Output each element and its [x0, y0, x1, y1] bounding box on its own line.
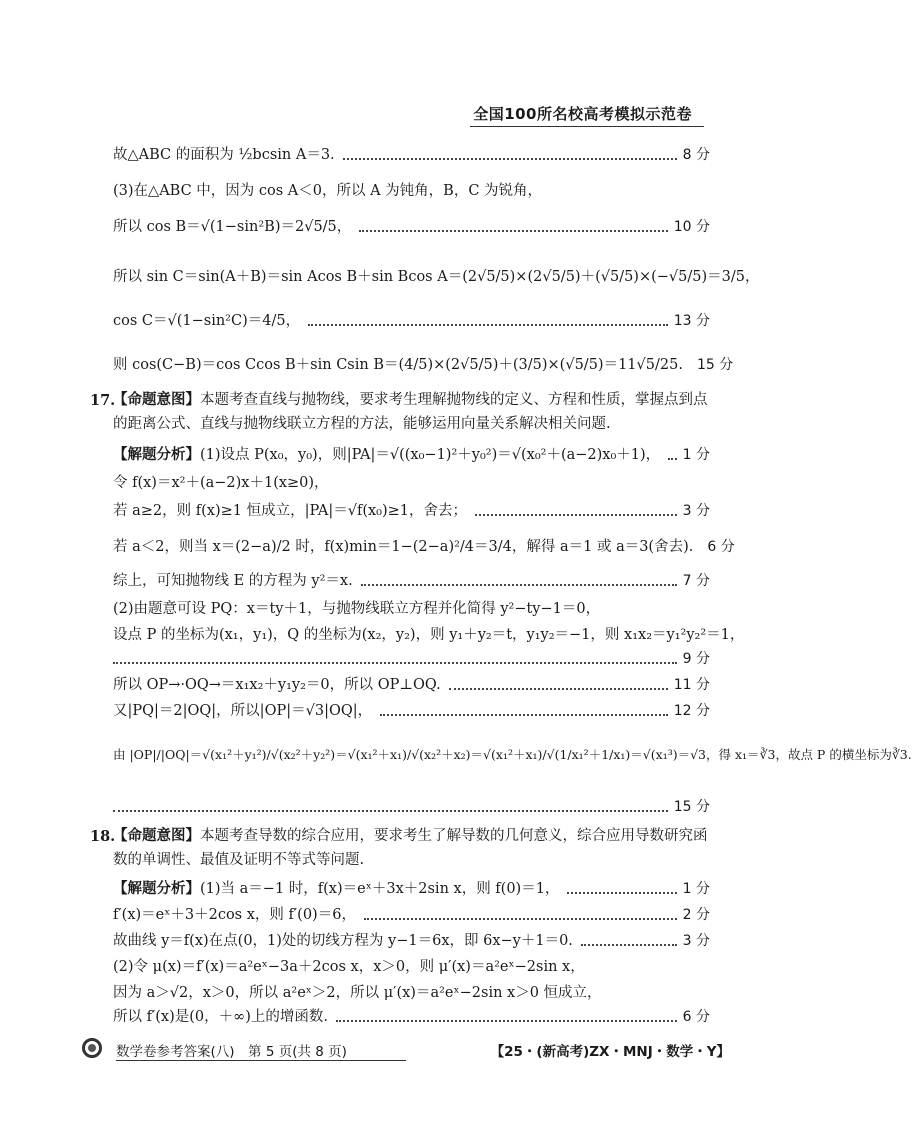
score-label: 1 分	[682, 447, 710, 463]
header-rule	[470, 126, 704, 127]
answer-line	[113, 1008, 710, 1026]
intent-text: 本题考查直线与抛物线，要求考生理解抛物线的定义、方程和性质，掌握点到点的距离公式、直线与抛物线联立方程的方法，能够运用向量关系解决相关问题.	[113, 392, 708, 432]
leader-dots	[380, 714, 668, 716]
answer-line	[113, 600, 710, 618]
line-text: 若 a＜2，则当 x＝(2−a)/2 时，f(x)min＝1−(2−a)²/4＝3/4，解得 a＝1 或 a＝3(舍去).	[113, 539, 694, 555]
line-text: (3)在△ABC 中，因为 cos A＜0，所以 A 为钝角，B，C 为锐角，	[113, 183, 543, 199]
line-text: (1)当 a＝−1 时，f(x)＝eˣ＋3x＋2sin x，则 f(0)＝1，	[200, 881, 560, 897]
answer-line	[113, 958, 710, 976]
leader-dots	[668, 458, 676, 460]
line-text: 则 cos(C−B)＝cos Ccos B＋sin Csin B＝(4/5)×(2√5/5)＋(3/5)×(√5/5)＝11√5/25.	[113, 357, 683, 373]
intent-tag: 【命题意图】	[113, 391, 200, 408]
answer-line	[113, 538, 735, 556]
leader-dots	[113, 810, 668, 812]
score-label: 2 分	[682, 907, 710, 923]
answer-line	[113, 984, 710, 1002]
answer-line	[113, 502, 710, 520]
line-text: 所以 f′(x)是(0，＋∞)上的增函数.	[113, 1009, 328, 1025]
answer-line	[113, 702, 710, 720]
line-text: 故△ABC 的面积为 ½bcsin A＝3.	[113, 147, 335, 163]
score-label: 7 分	[682, 573, 710, 589]
line-text: (1)设点 P(x₀，y₀)，则|PA|＝√((x₀−1)²＋y₀²)＝√(x₀²＋(a−2)x₀＋1)，	[200, 447, 661, 463]
intent-text: 本题考查导数的综合应用，要求考生了解导数的几何意义，综合应用导数研究函数的单调性、最值及证明不等式等问题.	[113, 828, 708, 868]
answer-line	[113, 446, 710, 464]
line-text: 若 a≥2，则 f(x)≥1 恒成立，|PA|＝√f(x₀)≥1，舍去；	[113, 503, 468, 519]
score-label: 10 分	[673, 219, 710, 235]
line-text: (2)由题意可设 PQ：x＝ty＋1，与抛物线联立方程并化简得 y²−ty−1＝0，	[113, 601, 601, 617]
answer-line	[113, 906, 710, 924]
answer-line	[113, 218, 710, 236]
leader-dots	[475, 514, 677, 516]
leader-dots	[567, 892, 676, 894]
page-footer	[82, 1038, 730, 1064]
score-label: 6 分	[707, 539, 735, 555]
leader-dots	[581, 944, 677, 946]
answer-line	[113, 572, 710, 590]
score-label: 9 分	[682, 651, 710, 667]
answer-line	[113, 312, 710, 330]
answer-line	[113, 880, 710, 898]
question-intent	[113, 388, 710, 436]
score-label: 12 分	[673, 703, 710, 719]
question-intent	[113, 824, 710, 872]
score-label: 15 分	[696, 357, 734, 373]
line-text: 所以 sin C＝sin(A＋B)＝sin Acos B＋sin Bcos A＝(2√5/5)×(2√5/5)＋(√5/5)×(−√5/5)＝3/5，	[113, 269, 760, 285]
header-title: 全国100所名校高考模拟示范卷	[473, 105, 692, 123]
line-text: cos C＝√(1−sin²C)＝4/5，	[113, 313, 301, 329]
line-text: f′(x)＝eˣ＋3＋2cos x，则 f′(0)＝6，	[113, 907, 356, 923]
leader-dots	[359, 230, 667, 232]
answer-line	[113, 650, 710, 668]
answer-line	[113, 356, 734, 374]
line-text: (2)令 μ(x)＝f′(x)＝a²eˣ−3a＋2cos x，x＞0，则 μ′(x)＝a²eˣ−2sin x，	[113, 959, 585, 975]
line-text: 故曲线 y＝f(x)在点(0，1)处的切线方程为 y−1＝6x，即 6x−y＋1＝0.	[113, 933, 573, 949]
footer-page-info: 数学卷参考答案(八) 第 5 页(共 8 页)	[116, 1044, 347, 1060]
line-text: 令 f(x)＝x²＋(a−2)x＋1(x≥0)，	[113, 475, 329, 491]
answer-line	[113, 676, 710, 694]
leader-dots	[308, 324, 668, 326]
leader-dots	[364, 918, 677, 920]
line-text: 所以 cos B＝√(1−sin²B)＝2√5/5，	[113, 219, 352, 235]
answer-line	[113, 798, 710, 816]
footer-rule	[116, 1060, 406, 1061]
score-label: 8 分	[682, 147, 710, 163]
leader-dots	[361, 584, 677, 586]
leader-dots	[113, 662, 677, 664]
question-number: 17.	[90, 392, 116, 409]
score-label: 3 分	[682, 933, 710, 949]
footer-exam-code: 【25・(新高考)ZX・MNJ・数学・Y】	[490, 1044, 730, 1060]
answer-line	[113, 746, 912, 764]
answer-line	[113, 146, 710, 164]
leader-dots	[336, 1020, 677, 1022]
publisher-logo-icon	[82, 1038, 102, 1058]
answer-line	[113, 626, 745, 644]
analysis-tag: 【解题分析】	[113, 446, 200, 463]
leader-dots	[449, 688, 668, 690]
leader-dots	[343, 158, 677, 160]
score-label: 1 分	[682, 881, 710, 897]
line-text: 又|PQ|＝2|OQ|，所以|OP|＝√3|OQ|，	[113, 703, 373, 719]
analysis-tag: 【解题分析】	[113, 880, 200, 897]
score-label: 6 分	[682, 1009, 710, 1025]
score-label: 13 分	[673, 313, 710, 329]
line-text: 综上，可知抛物线 E 的方程为 y²＝x.	[113, 573, 353, 589]
answer-line	[113, 932, 710, 950]
line-text: 所以 OP→·OQ→＝x₁x₂＋y₁y₂＝0，所以 OP⊥OQ.	[113, 677, 441, 693]
line-text: 设点 P 的坐标为(x₁，y₁)，Q 的坐标为(x₂，y₂)，则 y₁＋y₂＝t，y₁y₂＝−1，则 x₁x₂＝y₁²y₂²＝1，	[113, 627, 745, 643]
question-number: 18.	[90, 828, 116, 845]
line-text: 因为 a＞√2，x＞0，所以 a²eˣ＞2，所以 μ′(x)＝a²eˣ−2sin x＞0 恒成立，	[113, 985, 602, 1001]
score-label: 11 分	[673, 677, 710, 693]
score-label: 15 分	[673, 799, 710, 815]
score-label: 3 分	[682, 503, 710, 519]
answer-line	[113, 268, 760, 286]
line-text: 由 |OP|/|OQ|＝√(x₁²＋y₁²)/√(x₂²＋y₂²)＝√(x₁²＋x₁)/√(x₂²＋x₂)＝√(x₁²＋x₁)/√(1/x₁²＋1/x₁)＝√(x₁³)＝√3，得 x₁＝∛3，故点 P 的横坐标为∛3.	[113, 747, 912, 762]
intent-tag: 【命题意图】	[113, 827, 200, 844]
answer-line	[113, 474, 710, 492]
answer-line	[113, 182, 710, 200]
